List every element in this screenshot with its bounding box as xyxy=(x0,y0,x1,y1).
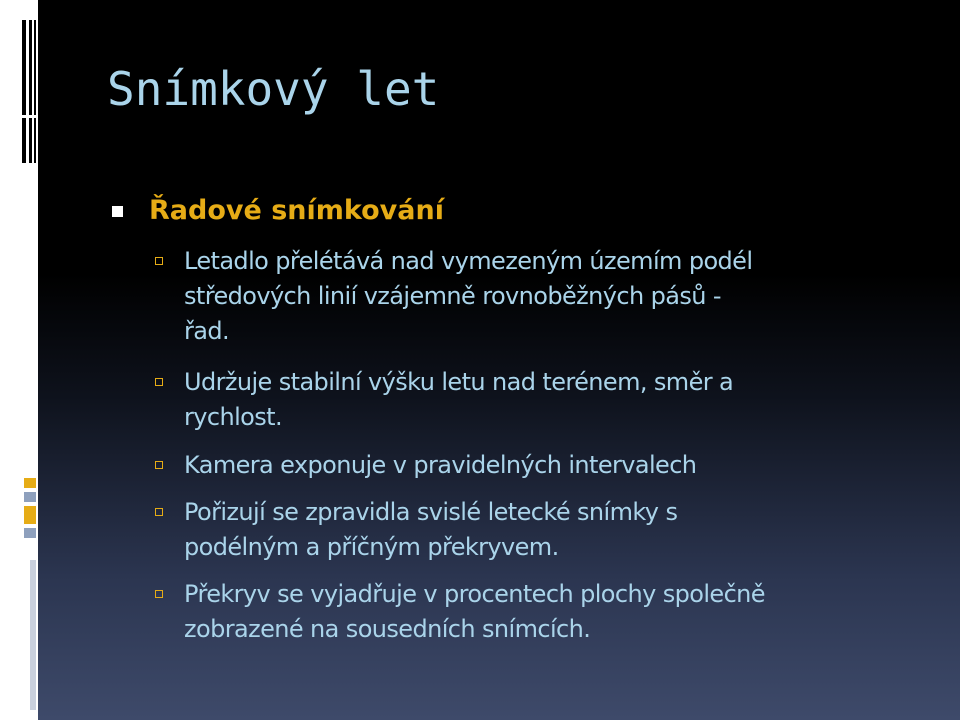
list-item xyxy=(155,448,945,483)
stripe xyxy=(34,118,36,163)
stripe xyxy=(22,118,26,163)
list-item xyxy=(155,365,945,435)
decorative-stripes xyxy=(0,0,40,720)
list-item-text xyxy=(184,244,752,349)
hollow-square-bullet-icon xyxy=(155,257,163,265)
hollow-square-bullet-icon xyxy=(155,378,163,386)
list-item-text xyxy=(184,365,733,435)
stripe xyxy=(29,118,32,163)
slide-title: Snímkový let xyxy=(107,62,440,116)
accent-block xyxy=(24,478,36,488)
text-line: Pořizují se zpravidla svislé letecké snímky s xyxy=(184,498,678,526)
text-line: středových linií vzájemně rovnoběžných pásů - xyxy=(184,282,721,310)
text-line: rychlost. xyxy=(184,403,282,431)
stripe xyxy=(29,20,32,115)
list-item xyxy=(155,495,945,565)
text-line: Překryv se vyjadřuje v procentech plochy společně xyxy=(184,580,765,608)
stripe xyxy=(34,20,36,115)
heading-bullet-item xyxy=(112,193,444,229)
hollow-square-bullet-icon xyxy=(155,590,163,598)
accent-block xyxy=(24,492,36,502)
hollow-square-bullet-icon xyxy=(155,508,163,516)
accent-block xyxy=(30,560,36,710)
text-line: Letadlo přelétává nad vymezeným územím podél xyxy=(184,247,753,275)
section-heading: Řadové snímkování xyxy=(149,195,444,226)
list-item-text xyxy=(184,448,696,483)
stripe xyxy=(22,20,26,115)
list-item-text xyxy=(184,577,765,647)
accent-block xyxy=(24,506,36,524)
list-item-text xyxy=(184,495,677,565)
text-line: podélným a příčným překryvem. xyxy=(184,533,559,561)
hollow-square-bullet-icon xyxy=(155,461,163,469)
accent-block xyxy=(24,528,36,538)
text-line: Udržuje stabilní výšku letu nad terénem, směr a xyxy=(184,368,734,396)
text-line: řad. xyxy=(184,317,230,345)
square-bullet-icon xyxy=(112,206,123,217)
list-item xyxy=(155,244,945,349)
list-item xyxy=(155,577,945,647)
text-line: zobrazené na sousedních snímcích. xyxy=(184,615,591,643)
text-line: Kamera exponuje v pravidelných intervalech xyxy=(184,451,697,479)
